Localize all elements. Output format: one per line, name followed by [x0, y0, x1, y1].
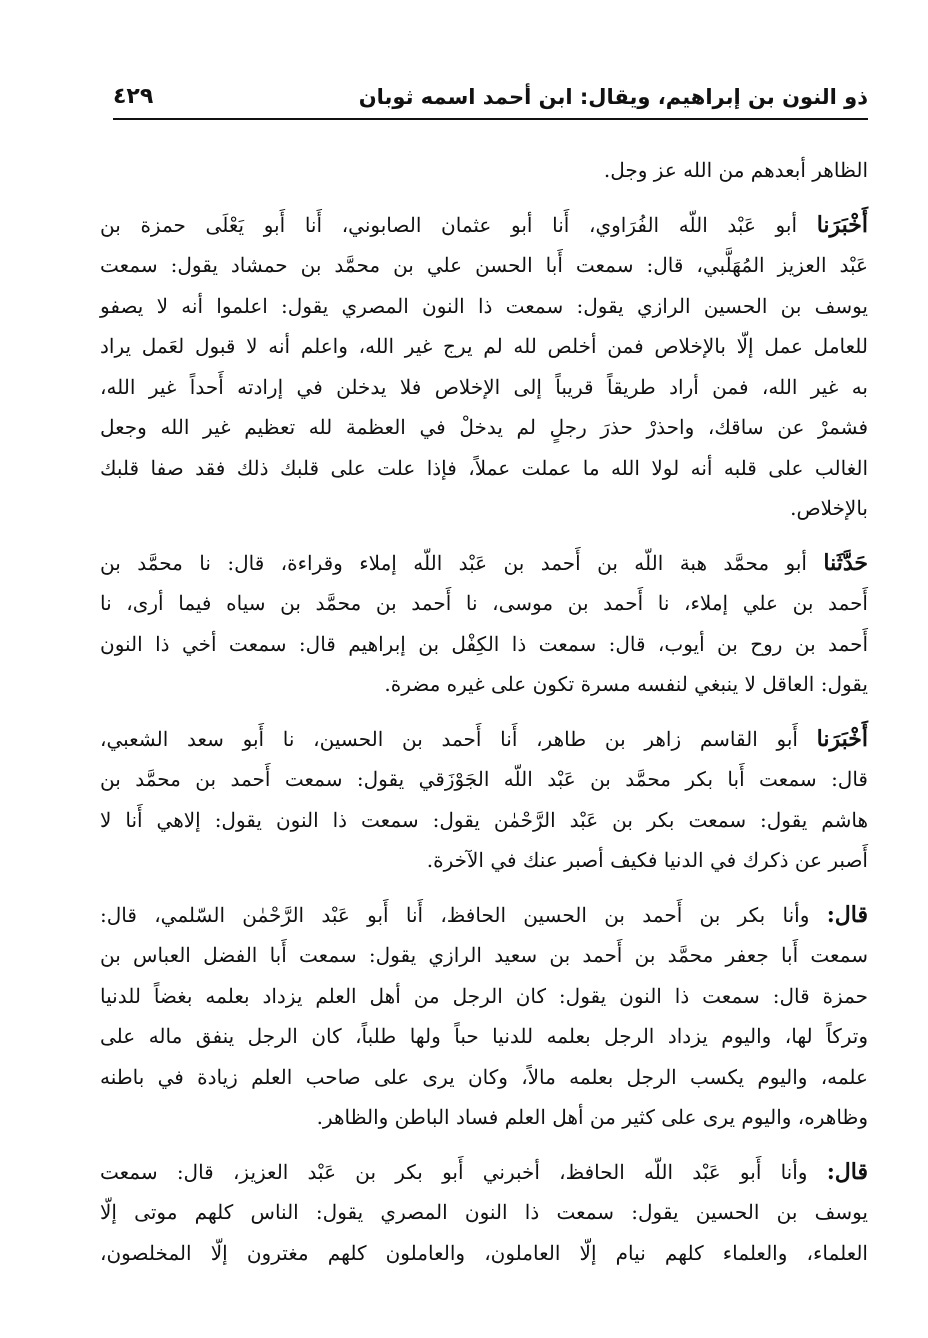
text-line: علمه، واليوم يكسب الرجل بعلمه مالاً، وكان يرى على صاحب العلم زيادة في باطنه [100, 1064, 868, 1089]
text-line: وتركاً لها، واليوم يزداد الرجل بعلمه للدنيا حباً ولها طلباً، كان الرجل ينفق ماله على [100, 1024, 868, 1048]
paragraph [100, 150, 868, 191]
text-line [100, 719, 868, 760]
text-line [100, 1152, 868, 1193]
paragraph-lead: أَخْبَرَنا [816, 211, 869, 238]
text-line: قال: سمعت أَبا بكر محمَّد بن عَبْد اللّه الجَوْزَقي يقول: سمعت أَحمد بن محمَّد بن [100, 767, 868, 791]
text-line: الظاهر أبعدهم من الله عز وجل. [603, 158, 868, 182]
text-line-content: أَبو القاسم زاهر بن طاهر، أَنا أَحمد بن الحسين، نا أَبو سعد الشعبي، [100, 726, 798, 751]
text-line-content: وأنا بكر بن أَحمد بن الحسين الحافظ، أَنا أَبو عَبْد الرَّحْمٰن السّلمي، قال: [100, 902, 810, 927]
text-line: الغالب على قلبه أنه لولا الله ما عملت عملاً، فإذا علت على قلبك ذلك فقد صفا قلبك [100, 455, 868, 480]
text-line: يوسف بن الحسين الرازي يقول: سمعت ذا النون المصري يقول: اعلموا أنه لا يصفو [100, 293, 868, 318]
text-line: هاشم يقول: سمعت بكر بن عَبْد الرَّحْمٰن يقول: سمعت ذا النون يقول: إلاهي أَنا لا [100, 807, 868, 832]
text-line [100, 895, 868, 936]
paragraph [100, 1152, 868, 1274]
text-line: للعامل عمل إلّا بالإخلاص فمن أخلص لله لم يرج غير الله، واعلم أنه لا قبول لعَمل يراد [100, 334, 868, 358]
text-line: عَبْد العزيز المُهَلَّبي، قال: سمعت أَبا الحسن علي بن محمَّد بن حمشاد يقول: سمعت [100, 253, 868, 277]
text-line: يقول: العاقل لا ينبغي لنفسه مسرة تكون على غيره مضرة. [384, 672, 868, 696]
page-number: ٤٢٩ [113, 84, 154, 109]
text-line [100, 205, 868, 246]
paragraph-lead: أَخْبَرَنا [816, 725, 868, 752]
page-header [113, 82, 868, 118]
text-line [100, 543, 868, 584]
text-line: سمعت أَبا جعفر محمَّد بن أَحمد بن سعيد الرازي يقول: سمعت أَبا الفضل العباس بن [100, 943, 868, 967]
paragraph [100, 205, 868, 529]
text-line: أَصبر عن ذكرك في الدنيا فكيف أصبر عنك في الآخرة. [426, 848, 868, 872]
header-rule [113, 118, 868, 120]
text-line-content: وأنا أَبو عَبْد اللّه الحافظ، أخبرني أَبو بكر بن عَبْد العزيز، قال: سمعت [100, 1159, 808, 1184]
text-line: أَحمد بن روح بن أيوب، قال: سمعت ذا الكِفْل بن إبراهيم قال: سمعت أخي ذا النون [100, 631, 868, 656]
text-line: وظاهره، واليوم يرى على كثير من أهل العلم فساد الباطن والظاهر. [316, 1105, 868, 1129]
text-line: به غير الله، فمن أراد طريقاً قريباً إلى الإخلاص فلا يدخلن في إرادته أَحداً غير الله، [100, 374, 868, 399]
text-line: أَحمد بن علي إملاء، نا أَحمد بن موسى، نا أَحمد بن محمَّد بن سياه فيما أرى، نا [100, 591, 868, 615]
text-line: العلماء، والعلماء كلهم نيام إلّا العاملون، والعاملون كلهم مغترون إلّا المخلصون، [100, 1240, 868, 1265]
text-line: حمزة قال: سمعت ذا النون يقول: كان الرجل من أهل العلم يزداد بعلمه بغضاً للدنيا [100, 983, 868, 1008]
paragraph-lead: حَدَّثَنا [823, 549, 869, 576]
text-line: بالإخلاص. [790, 496, 868, 520]
body-text [100, 150, 868, 1273]
text-line: فشمرْ عن ساقك، واحذرْ حذرَ رجلٍ لم يدخلْ في العظمة لله تعظيم غير الله وجعل [100, 415, 868, 439]
text-line-content: أبو عَبْد اللّه الفُرَاوي، أَنا أبو عثمان الصابوني، أَنا أَبو يَعْلَى حمزة بن [100, 212, 798, 237]
text-line: يوسف بن الحسين يقول: سمعت ذا النون المصري يقول: الناس كلهم موتى إلّا [100, 1200, 868, 1224]
running-head: ذو النون بن إبراهيم، ويقال: ابن أحمد اسمه ثوبان [358, 85, 868, 109]
paragraph-lead: قال: [826, 1158, 869, 1185]
text-line-content: أبو محمَّد هبة اللّه بن أَحمد بن عَبْد اللّه إملاء وقراءة، قال: نا محمَّد بن [100, 550, 807, 575]
paragraph-lead: قال: [826, 901, 869, 928]
paragraph [100, 719, 868, 881]
paragraph [100, 895, 868, 1138]
paragraph [100, 543, 868, 705]
